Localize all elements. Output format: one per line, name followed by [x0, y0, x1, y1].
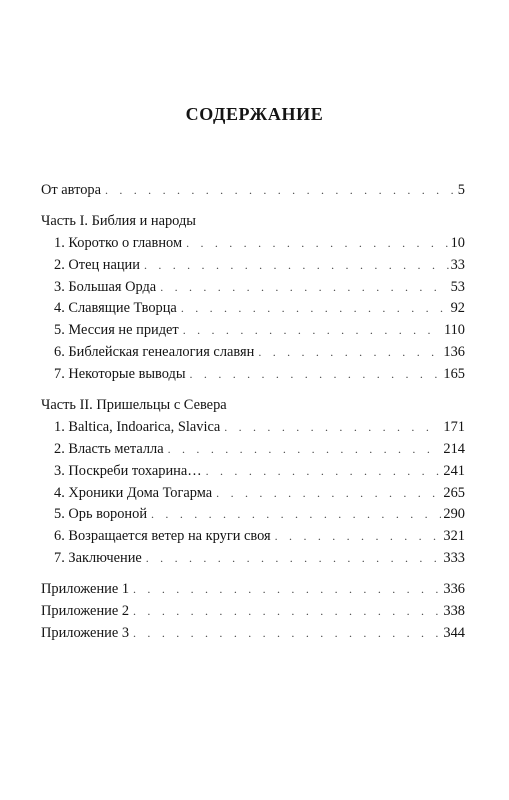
toc-entry-page: 333: [443, 550, 465, 567]
toc-entry-label: 4. Славящие Творца: [54, 300, 177, 317]
toc-entry-page: 110: [443, 322, 465, 339]
toc-entry-appendix: [41, 579, 465, 601]
toc-entry-page: 241: [443, 462, 465, 479]
dot-leader: [183, 320, 442, 342]
part-2-title: Часть II. Пришельцы с Севера: [41, 397, 227, 414]
toc-entry-page: 171: [443, 418, 465, 435]
toc-entry-page: 53: [450, 278, 465, 295]
toc-entry-label: 2. Отец нации: [54, 256, 140, 273]
toc-entry: [41, 298, 465, 320]
toc-entry-label: 1. Коротко о главном: [54, 234, 183, 251]
toc-entry-page: 344: [443, 624, 465, 641]
toc-entry: [41, 461, 465, 483]
dot-leader: [160, 277, 448, 299]
toc-entry-label: 4. Хроники Дома Тогарма: [54, 484, 213, 501]
toc-entry-page: 5: [457, 182, 465, 198]
toc-entry-label: Приложение 2: [41, 603, 130, 620]
toc-entry-label: 7. Заключение: [54, 550, 142, 567]
dot-leader: [275, 526, 442, 548]
dot-leader: [133, 579, 441, 601]
toc-entry: [41, 364, 465, 386]
toc-entry: [41, 483, 465, 505]
toc-entry-label: 3. Поскреби тохарина…: [54, 462, 202, 479]
toc-entry-label: 1. Baltica, Indoarica, Slavica: [54, 418, 221, 435]
toc-entry-intro: [41, 180, 465, 202]
toc-entry-label: Приложение 1: [41, 581, 130, 598]
toc-entry-page: 214: [443, 440, 465, 457]
toc-entry-label: 6. Возращается ветер на круги своя: [54, 528, 271, 545]
dot-leader: [190, 364, 442, 386]
dot-leader: [144, 255, 449, 277]
toc-entry-label: 5. Мессия не придет: [54, 322, 179, 339]
toc-entry: [41, 320, 465, 342]
toc-entry-label: 7. Некоторые выводы: [54, 366, 186, 383]
dot-leader: [133, 601, 441, 623]
dot-leader: [181, 298, 449, 320]
toc-entry-page: 33: [450, 256, 465, 273]
toc-entry-appendix: [41, 601, 465, 623]
toc-entry-appendix: [41, 623, 465, 645]
toc-entry-page: 336: [443, 581, 465, 598]
toc-entry: [41, 233, 465, 255]
part-1-title: Часть I. Библия и народы: [41, 212, 196, 229]
toc-entry-page: 290: [443, 506, 465, 523]
toc-entry-label: 6. Библейская генеалогия славян: [54, 344, 255, 361]
toc-entry: [41, 548, 465, 570]
dot-leader: [146, 548, 442, 570]
toc-entry: [41, 526, 465, 548]
toc-entry-page: 10: [450, 234, 465, 251]
toc-entry-page: 265: [443, 484, 465, 501]
toc-entry-label: От автора: [41, 182, 101, 198]
toc-entry-page: 165: [443, 366, 465, 383]
toc-entry: [41, 417, 465, 439]
toc-entry-page: 136: [443, 344, 465, 361]
toc-entry: [41, 504, 465, 526]
toc-entry-label: 3. Большая Орда: [54, 278, 157, 295]
toc-entry-page: 321: [443, 528, 465, 545]
dot-leader: [186, 233, 449, 255]
dot-leader: [224, 417, 441, 439]
toc-entry-page: 338: [443, 603, 465, 620]
dot-leader: [206, 461, 442, 483]
dot-leader: [151, 504, 441, 526]
toc-entry: [41, 277, 465, 299]
table-of-contents: [41, 180, 465, 645]
toc-entry: [41, 439, 465, 461]
dot-leader: [133, 623, 441, 645]
toc-entry: [41, 342, 465, 364]
page-title: СОДЕРЖАНИЕ: [185, 104, 324, 124]
toc-entry-label: Приложение 3: [41, 624, 130, 641]
dot-leader: [258, 342, 441, 364]
toc-entry: [41, 255, 465, 277]
dot-leader: [105, 180, 456, 202]
toc-entry-page: 92: [450, 300, 465, 317]
dot-leader: [216, 483, 441, 505]
toc-entry-label: 2. Власть металла: [54, 440, 164, 457]
toc-entry-label: 5. Орь вороной: [54, 506, 148, 523]
dot-leader: [168, 439, 442, 461]
